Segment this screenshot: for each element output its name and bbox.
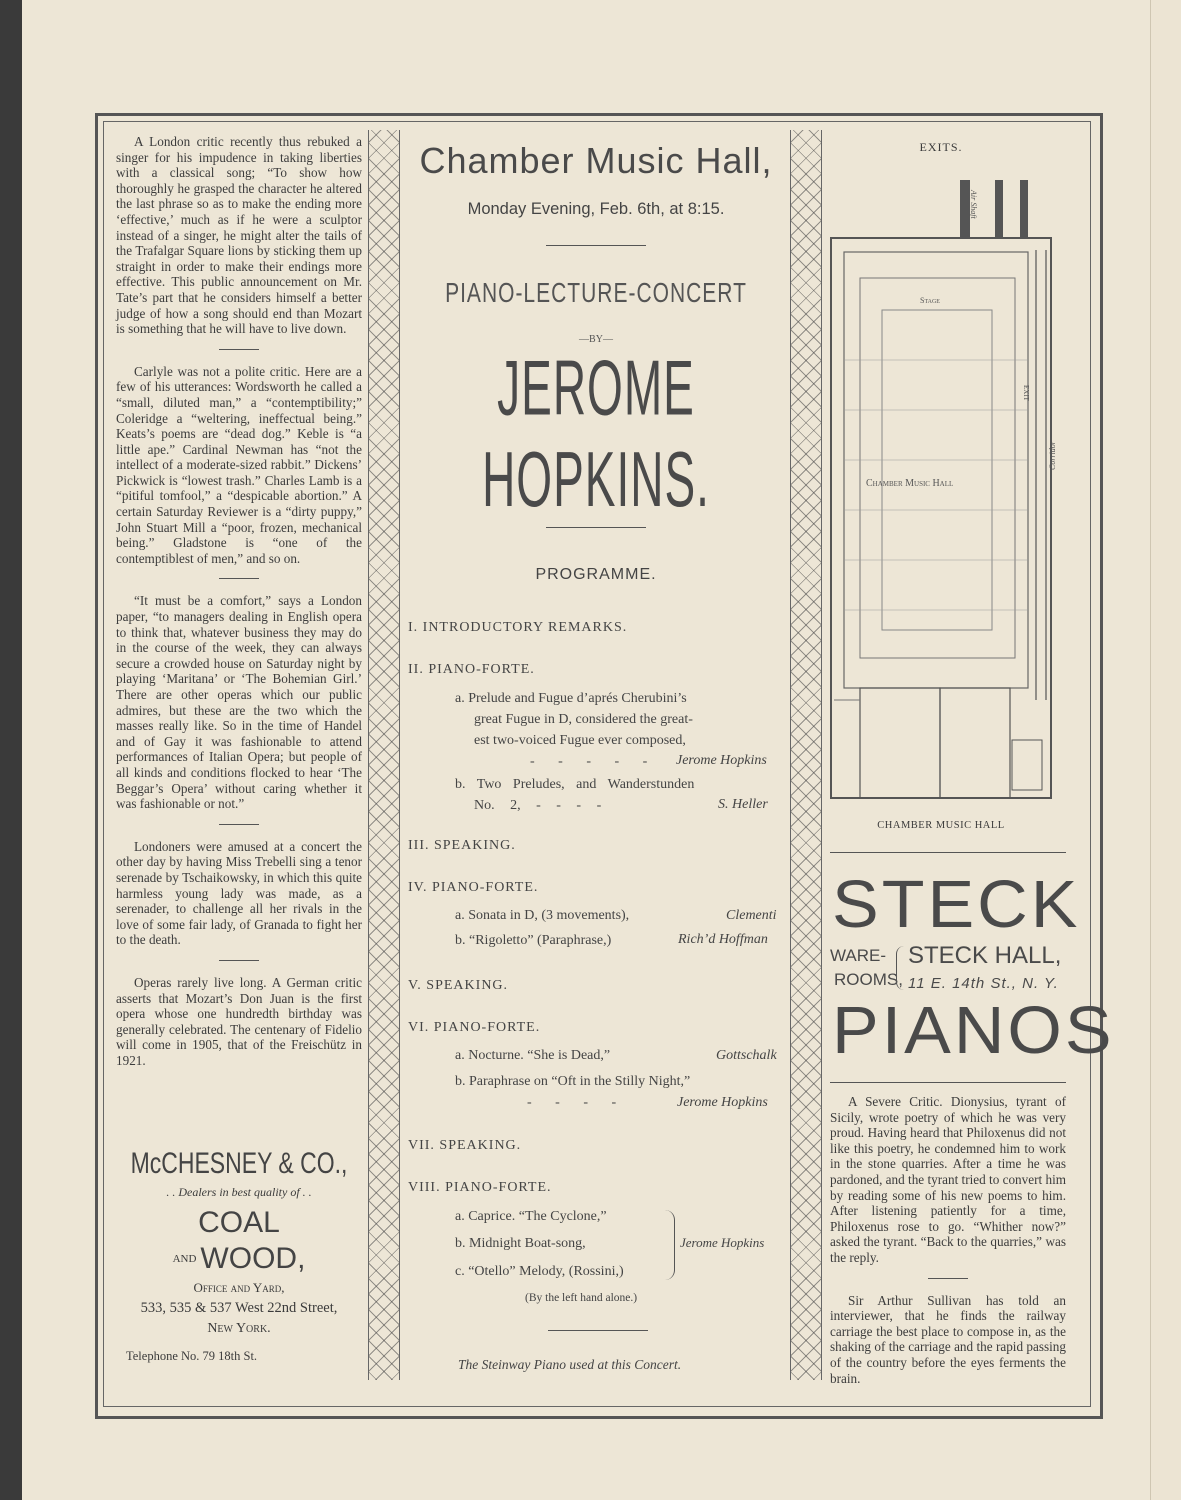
separator xyxy=(219,578,259,579)
item-2a-line2: great Fugue in D, considered the great- xyxy=(474,712,693,727)
article-severe-critic: A Severe Critic. Dionysius, tyrant of Sicily, wrote poetry of which he was very proud. Having heard that Philoxenus did not like this poetry, he condemned him to work in the stone quarries. After a time he was pardoned, and the tyrant tried to convert him by reading some of his new poems to him. After listening patiently for a time, Philoxenus rose to go. “Whither now?” asked the tyrant. “Back to the quarries,” was the reply. xyxy=(830,1094,1066,1265)
item-8c: c. “Otello” Melody, (Rossini,) xyxy=(455,1264,624,1279)
item-2a-line1: a. Prelude and Fugue d’aprés Cherubini’s xyxy=(455,691,687,706)
rule xyxy=(830,852,1066,853)
item-6: VI. PIANO-FORTE. xyxy=(408,1020,541,1035)
pianos-title: PIANOS xyxy=(832,992,1115,1068)
item-1: I. INTRODUCTORY REMARKS. xyxy=(408,620,628,635)
air-shaft-label: Air Shaft xyxy=(969,190,978,219)
program-center xyxy=(404,130,788,584)
item-2: II. PIANO-FORTE. xyxy=(408,662,535,677)
item-8a: a. Caprice. “The Cyclone,” xyxy=(455,1209,607,1224)
coal-word: COAL xyxy=(198,1206,280,1239)
and-word: AND xyxy=(172,1253,197,1265)
item-8: VIII. PIANO-FORTE. xyxy=(408,1180,552,1195)
item-8-composer: Jerome Hopkins xyxy=(680,1235,765,1250)
rule xyxy=(546,527,646,528)
separator xyxy=(928,1278,968,1279)
programme-heading: PROGRAMME. xyxy=(535,566,657,583)
brace xyxy=(664,1210,675,1280)
item-2a-composer: Jerome Hopkins xyxy=(676,753,767,768)
wood-word: WOOD, xyxy=(200,1242,306,1275)
hall-label: Chamber Music Hall xyxy=(866,478,954,489)
left-column xyxy=(116,134,362,1068)
item-2b-line1: b. Two Preludes, and Wanderstunden xyxy=(455,777,695,792)
rule xyxy=(546,245,646,246)
coal-address: 533, 535 & 537 West 22nd Street, xyxy=(140,1300,338,1316)
item-2a-line3: est two-voiced Fugue ever composed, xyxy=(474,733,686,748)
ornamental-border-right xyxy=(790,130,822,1380)
article-trebelli: Londoners were amused at a concert the other day by having Miss Trebelli sing a tenor serenade by Tschaikowsky, in which this quite harmless young lady was made, as a serenader, to challenge all her rivals in the love of some fair lady, of Granada to fight her to the death. xyxy=(116,838,362,948)
article-london-critic: A London critic recently thus rebuked a singer for his impudence in taking liberties with a classical song; “To show how thoroughly he grasped the character he altered the last phrase so as to make the ending more ‘effective,’ much as if he were a sculptor instead of a singer, he might alter the tails of the Trafalgar Square lions by sticking them up straight in order to make their endings more effective. This public announcement on Mr. Tate’s part that he considers himself a better judge of how a song should end than Mozart is something that he will have to live down. xyxy=(116,134,362,337)
item-5: V. SPEAKING. xyxy=(408,978,509,993)
item-4b: b. “Rigoletto” (Paraphrase,) xyxy=(455,933,612,948)
item-6b-dashes: - - - - xyxy=(527,1095,627,1110)
coal-dealers: . . Dealers in best quality of . . xyxy=(166,1185,312,1199)
map-caption: CHAMBER MUSIC HALL xyxy=(877,820,1005,831)
concert-date: Monday Evening, Feb. 6th, at 8:15. xyxy=(467,200,725,218)
separator xyxy=(219,960,259,961)
warerooms-ware: WARE- xyxy=(830,946,887,965)
corridor-label: Corridor xyxy=(1048,441,1057,470)
performer-name: JEROME HOPKINS. xyxy=(482,342,710,524)
item-4a: a. Sonata in D, (3 movements), xyxy=(455,908,630,923)
item-6b: b. Paraphrase on “Oft in the Stilly Night,” xyxy=(455,1074,691,1089)
coal-advertisement xyxy=(116,1145,362,1364)
coal-city: New York. xyxy=(207,1321,271,1336)
stage-label: Stage xyxy=(920,296,940,305)
item-6a-composer: Gottschalk xyxy=(716,1048,777,1063)
item-2b-line2: No. 2, - - - - xyxy=(474,798,602,813)
item-7: VII. SPEAKING. xyxy=(408,1138,522,1153)
rule xyxy=(548,1330,648,1331)
article-english-opera: “It must be a comfort,” says a London paper, “to managers dealing in English opera to think that, whatever business they may do in the course of the week, they can always secure a crowded house on Saturday night by playing ‘Maritana’ or ‘The Bohemian Girl.’ There are other operas which our public admires, but these are the two which the masses really like. So in the time of Handel and of Gay it was fashionable to attend performances of Italian Opera; but people of all kinds and conditions flocked to hear ‘The Beggar’s Opera’ without caring whether it was fashionable or not.” xyxy=(116,593,362,812)
left-hand-note: (By the left hand alone.) xyxy=(525,1292,638,1304)
steinway-note: The Steinway Piano used at this Concert. xyxy=(458,1357,682,1372)
exit-label: EXIT xyxy=(1022,385,1030,401)
item-2b-composer: S. Heller xyxy=(718,797,768,812)
item-6a: a. Nocturne. “She is Dead,” xyxy=(455,1048,611,1063)
steck-title: STECK xyxy=(832,866,1081,942)
warerooms-rooms: ROOMS, xyxy=(834,970,903,989)
item-3: III. SPEAKING. xyxy=(408,838,516,853)
article-sullivan: Sir Arthur Sullivan has told an interviewer, that he finds the railway carriage the best place to compose in, as the shaking of the carriage and the rapid passing of the country before the eyes ferments the brain. xyxy=(830,1292,1066,1386)
item-8b: b. Midnight Boat-song, xyxy=(455,1236,586,1251)
item-4: IV. PIANO-FORTE. xyxy=(408,880,539,895)
coal-telephone: Telephone No. 79 18th St. xyxy=(126,1349,258,1363)
rule xyxy=(830,1082,1066,1083)
next-page-edge xyxy=(1150,0,1181,1500)
brace-steck xyxy=(896,946,905,990)
event-title: PIANO-LECTURE-CONCERT xyxy=(445,278,747,309)
steck-address: 11 E. 14th St., N. Y. xyxy=(908,975,1059,992)
separator xyxy=(219,349,259,350)
item-4b-composer: Rich’d Hoffman xyxy=(678,932,768,947)
article-operas-live: Operas rarely live long. A German critic asserts that Mozart’s Don Juan is the first opera whose one hundredth birthday was generally celebrated. The centenary of Fidelio will come in 1905, that of the Freischütz in 1921. xyxy=(116,974,362,1068)
right-column xyxy=(830,1094,1066,1386)
wood-line xyxy=(116,1242,362,1276)
office-label: Office and Yard, xyxy=(193,1280,285,1295)
article-carlyle: Carlyle was not a polite critic. Here are a few of his utterances: Wordsworth he called a “small, diluted man,” a “contemptibility;” Coleridge a “weltering, ineffectual being.” Keats’s poems are “dead dog.” Keble is “a little ape.” Cardinal Newman has “not the intellect of a moderate-sized rabbit.” Dickens’ Pickwick is “lowest trash.” Charles Lamb is a “pitiful tomfool,” a “despicable abortion.” A certain Saturday Reviewer is a “dirty puppy,” John Stuart Mill a “poor, frozen, mechanical being.” Gladstone is “one of the contemptiblest of men,” and so on. xyxy=(116,363,362,566)
item-4a-composer: Clementi xyxy=(726,908,777,923)
hall-title: Chamber Music Hall, xyxy=(419,140,773,181)
coal-company-name: McCHESNEY & CO., xyxy=(130,1145,348,1180)
by-line: —BY— xyxy=(579,334,613,345)
exits-label: EXITS. xyxy=(919,140,963,154)
item-6b-composer: Jerome Hopkins xyxy=(677,1095,768,1110)
steck-hall: STECK HALL, xyxy=(908,942,1062,969)
ornamental-border-left xyxy=(368,130,400,1380)
separator xyxy=(219,824,259,825)
item-2a-dashes: - - - - - xyxy=(530,754,658,769)
